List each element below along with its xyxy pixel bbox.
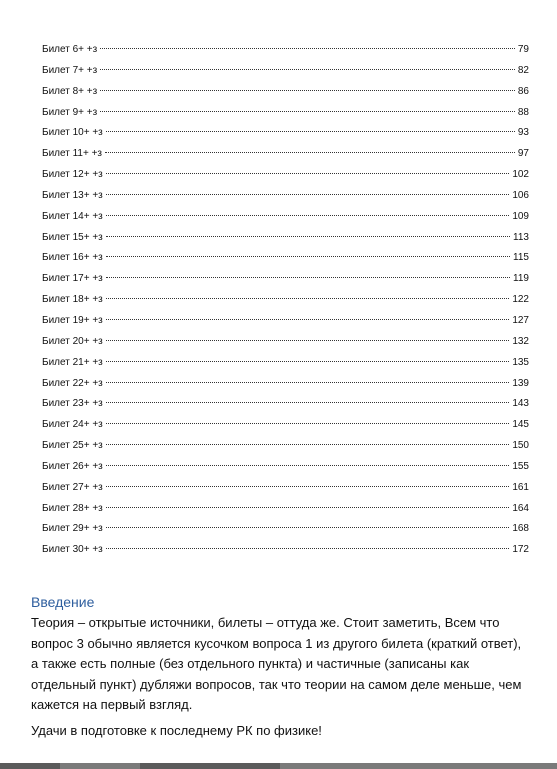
toc-entry-label: Билет 16+ +з <box>42 252 103 264</box>
toc-entry-page-number: 143 <box>512 398 529 410</box>
toc-entry[interactable] <box>42 40 529 61</box>
toc-entry-page-number: 93 <box>517 127 529 139</box>
toc-entry-page-number: 155 <box>512 460 529 472</box>
dot-leader <box>100 48 515 49</box>
toc-entry-page-number: 106 <box>512 189 529 201</box>
toc-entry[interactable] <box>42 207 529 228</box>
toc-entry-page-number: 109 <box>512 210 529 222</box>
dot-leader <box>106 131 515 132</box>
toc-entry-page-number: 82 <box>517 64 529 76</box>
toc-entry-label: Билет 28+ +з <box>42 502 103 514</box>
dot-leader <box>106 298 510 299</box>
toc-entry-label: Билет 10+ +з <box>42 127 103 139</box>
toc-entry[interactable] <box>42 290 529 311</box>
toc-entry-page-number: 102 <box>512 169 529 181</box>
toc-entry-label: Билет 13+ +з <box>42 189 103 201</box>
toc-entry-label: Билет 24+ +з <box>42 419 103 431</box>
toc-entry[interactable] <box>42 269 529 290</box>
toc-entry-label: Билет 22+ +з <box>42 377 103 389</box>
toc-entry-page-number: 145 <box>512 419 529 431</box>
toc-entry[interactable] <box>42 457 529 478</box>
toc-entry[interactable] <box>42 186 529 207</box>
toc-entry-label: Билет 27+ +з <box>42 481 103 493</box>
dot-leader <box>106 215 510 216</box>
dot-leader <box>100 69 515 70</box>
toc-entry-label: Билет 30+ +з <box>42 544 103 556</box>
toc-entry-page-number: 164 <box>512 502 529 514</box>
dot-leader <box>106 340 510 341</box>
toc-entry[interactable] <box>42 311 529 332</box>
dot-leader <box>106 236 510 237</box>
dot-leader <box>106 486 510 487</box>
toc-entry-page-number: 86 <box>517 85 529 97</box>
toc-entry-page-number: 161 <box>512 481 529 493</box>
toc-entry-page-number: 119 <box>513 273 529 285</box>
toc-entry-page-number: 88 <box>517 106 529 118</box>
dot-leader <box>106 465 510 466</box>
toc-entry-label: Билет 19+ +з <box>42 314 103 326</box>
toc-entry-label: Билет 29+ +з <box>42 523 103 535</box>
dot-leader <box>106 402 510 403</box>
toc-entry[interactable] <box>42 394 529 415</box>
scroll-segment <box>140 763 280 769</box>
dot-leader <box>106 548 510 549</box>
toc-entry-page-number: 172 <box>512 544 529 556</box>
toc-entry[interactable] <box>42 165 529 186</box>
dot-leader <box>105 152 515 153</box>
toc-entry-label: Билет 15+ +з <box>42 231 103 243</box>
toc-entry-label: Билет 14+ +з <box>42 210 103 222</box>
toc-entry-page-number: 127 <box>512 314 529 326</box>
window-bottom-edge <box>0 763 557 769</box>
toc-entry[interactable] <box>42 248 529 269</box>
toc-entry-page-number: 150 <box>512 440 529 452</box>
intro-paragraph: Теория – открытые источники, билеты – оттуда же. Стоит заметить, Всем что вопрос 3 обычно является кусочком вопроса 1 из другого билета (краткий ответ), а также есть полные (без отдельного пункта) и частичные (записаны как отдельный пункт) дубляжи вопросов, так что теории на самом деле меньше, чем кажется на первый взгляд. <box>31 615 522 712</box>
section-heading: Введение <box>31 594 95 610</box>
toc-entry[interactable] <box>42 415 529 436</box>
dot-leader <box>106 444 510 445</box>
dot-leader <box>106 194 510 195</box>
dot-leader <box>106 277 510 278</box>
dot-leader <box>106 256 510 257</box>
dot-leader <box>100 111 515 112</box>
scroll-segment <box>0 763 60 769</box>
toc-entry[interactable] <box>42 82 529 103</box>
toc-entry-page-number: 115 <box>513 252 529 264</box>
toc-entry[interactable] <box>42 540 529 561</box>
dot-leader <box>100 90 515 91</box>
dot-leader <box>106 423 510 424</box>
toc-entry-page-number: 135 <box>512 356 529 368</box>
toc-entry-label: Билет 8+ +з <box>42 85 98 97</box>
dot-leader <box>106 319 510 320</box>
toc-entry-page-number: 113 <box>513 231 529 243</box>
toc-entry[interactable] <box>42 228 529 249</box>
toc-entry[interactable] <box>42 499 529 520</box>
dot-leader <box>106 527 510 528</box>
toc-entry-label: Билет 21+ +з <box>42 356 103 368</box>
toc-entry-page-number: 168 <box>512 523 529 535</box>
toc-entry[interactable] <box>42 103 529 124</box>
toc-entry-page-number: 97 <box>517 148 529 160</box>
dot-leader <box>106 507 510 508</box>
toc-entry-page-number: 79 <box>517 44 529 55</box>
dot-leader <box>106 382 510 383</box>
table-of-contents <box>42 40 529 561</box>
toc-entry-label: Билет 25+ +з <box>42 440 103 452</box>
toc-entry-label: Билет 9+ +з <box>42 106 98 118</box>
toc-entry[interactable] <box>42 519 529 540</box>
dot-leader <box>106 173 510 174</box>
toc-entry-label: Билет 17+ +з <box>42 273 103 285</box>
toc-entry-label: Билет 23+ +з <box>42 398 103 410</box>
toc-entry[interactable] <box>42 144 529 165</box>
closing-line: Удачи в подготовке к последнему РК по физике! <box>31 723 322 738</box>
toc-entry[interactable] <box>42 61 529 82</box>
toc-entry-label: Билет 11+ +з <box>42 148 102 160</box>
toc-entry-label: Билет 20+ +з <box>42 335 103 347</box>
toc-entry[interactable] <box>42 478 529 499</box>
toc-entry-page-number: 132 <box>512 335 529 347</box>
toc-entry-label: Билет 26+ +з <box>42 460 103 472</box>
toc-entry[interactable] <box>42 123 529 144</box>
toc-entry-label: Билет 18+ +з <box>42 294 103 306</box>
toc-entry-label: Билет 12+ +з <box>42 169 103 181</box>
toc-entry-label: Билет 7+ +з <box>42 64 98 76</box>
toc-entry[interactable] <box>42 332 529 353</box>
toc-entry-label: Билет 6+ +з <box>42 44 98 55</box>
dot-leader <box>106 361 510 362</box>
toc-entry-page-number: 139 <box>512 377 529 389</box>
toc-entry[interactable] <box>42 436 529 457</box>
toc-entry-page-number: 122 <box>512 294 529 306</box>
toc-entry[interactable] <box>42 353 529 374</box>
toc-entry[interactable] <box>42 374 529 395</box>
